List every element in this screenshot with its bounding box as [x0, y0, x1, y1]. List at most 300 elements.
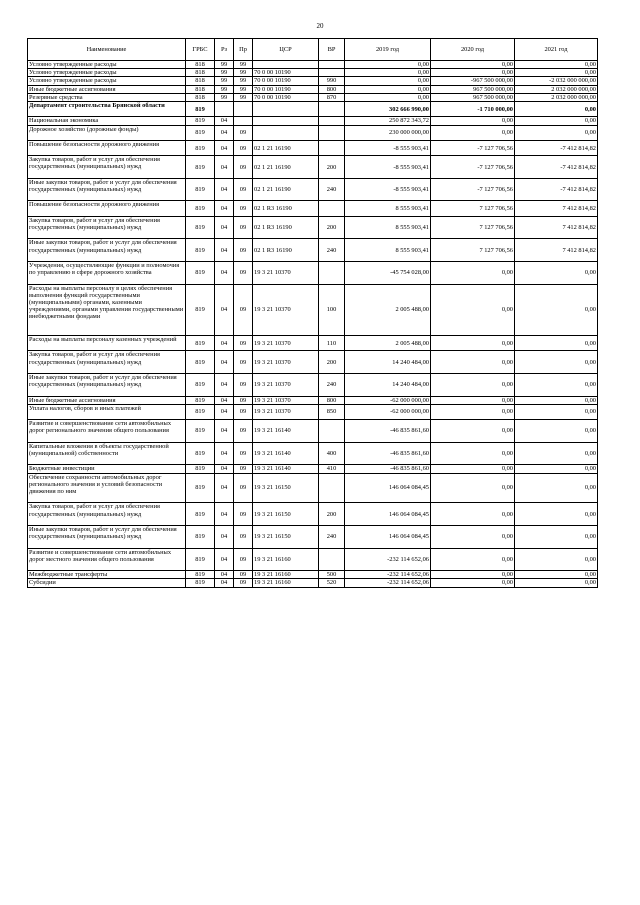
cell-2019: 0,00	[345, 69, 431, 77]
cell-2019: 0,00	[345, 61, 431, 69]
cell-2020: -1 710 000,00	[431, 101, 515, 116]
cell-rz: 04	[215, 336, 234, 351]
cell-csr: 70 0 00 10190	[253, 93, 319, 101]
cell-pr: 09	[234, 525, 253, 548]
header-rz: Рз	[215, 39, 234, 61]
table-row	[28, 101, 598, 116]
cell-2019: 2 005 488,00	[345, 284, 431, 335]
cell-2020: 0,00	[431, 548, 515, 571]
cell-rz: 04	[215, 548, 234, 571]
cell-name: Межбюджетные трансферты	[28, 571, 186, 579]
cell-2021: -7 412 814,82	[515, 178, 598, 201]
cell-pr: 99	[234, 93, 253, 101]
cell-csr: 19 3 21 16160	[253, 548, 319, 571]
cell-2020: -967 500 000,00	[431, 77, 515, 85]
table-row	[28, 93, 598, 101]
table-row	[28, 69, 598, 77]
cell-csr: 02 1 R3 16190	[253, 201, 319, 216]
cell-name: Закупка товаров, работ и услуг для обеспечения государственных (муниципальных) нужд	[28, 351, 186, 374]
cell-2021: 0,00	[515, 262, 598, 285]
cell-grbs: 818	[186, 69, 215, 77]
cell-csr: 02 1 21 16190	[253, 140, 319, 155]
cell-2020: 0,00	[431, 420, 515, 443]
cell-2019: 146 064 084,45	[345, 503, 431, 526]
cell-rz: 99	[215, 93, 234, 101]
cell-2019: 250 872 343,72	[345, 117, 431, 125]
cell-vr: 520	[319, 579, 345, 587]
table-row	[28, 404, 598, 419]
cell-grbs: 819	[186, 465, 215, 473]
cell-pr: 09	[234, 442, 253, 465]
cell-rz: 04	[215, 465, 234, 473]
cell-csr: 02 1 21 16190	[253, 156, 319, 179]
cell-2021: -7 412 814,82	[515, 140, 598, 155]
cell-grbs: 819	[186, 140, 215, 155]
header-vr: ВР	[319, 39, 345, 61]
cell-2021: 0,00	[515, 351, 598, 374]
header-name: Наименование	[28, 39, 186, 61]
budget-table	[27, 38, 598, 588]
table-row	[28, 548, 598, 571]
cell-csr: 19 3 21 16140	[253, 420, 319, 443]
cell-name: Иные закупки товаров, работ и услуг для обеспечения государственных (муниципальных) нужд	[28, 239, 186, 262]
cell-csr: 70 0 00 10190	[253, 77, 319, 85]
table-row	[28, 117, 598, 125]
cell-vr: 800	[319, 85, 345, 93]
cell-grbs: 818	[186, 61, 215, 69]
cell-pr: 09	[234, 473, 253, 503]
cell-rz: 04	[215, 140, 234, 155]
table-row	[28, 239, 598, 262]
cell-2020: 0,00	[431, 396, 515, 404]
cell-name: Национальная экономика	[28, 117, 186, 125]
cell-csr: 19 3 21 16160	[253, 571, 319, 579]
cell-2021: 0,00	[515, 548, 598, 571]
cell-csr: 19 3 21 16140	[253, 465, 319, 473]
cell-pr: 09	[234, 571, 253, 579]
cell-name: Капитальные вложения в объекты государственной (муниципальной) собственности	[28, 442, 186, 465]
cell-2020: 0,00	[431, 61, 515, 69]
cell-2020: 0,00	[431, 503, 515, 526]
cell-vr: 400	[319, 442, 345, 465]
cell-vr: 200	[319, 216, 345, 239]
cell-vr	[319, 69, 345, 77]
cell-2020: 0,00	[431, 442, 515, 465]
cell-pr: 09	[234, 579, 253, 587]
cell-pr: 99	[234, 77, 253, 85]
cell-pr: 09	[234, 351, 253, 374]
cell-rz: 04	[215, 156, 234, 179]
cell-grbs: 819	[186, 117, 215, 125]
cell-rz: 04	[215, 178, 234, 201]
cell-vr	[319, 473, 345, 503]
table-row	[28, 156, 598, 179]
cell-vr	[319, 125, 345, 140]
cell-vr: 110	[319, 336, 345, 351]
cell-name: Закупка товаров, работ и услуг для обеспечения государственных (муниципальных) нужд	[28, 156, 186, 179]
cell-csr: 19 3 21 10370	[253, 351, 319, 374]
cell-vr	[319, 548, 345, 571]
cell-grbs: 819	[186, 351, 215, 374]
cell-vr: 870	[319, 93, 345, 101]
cell-name: Дорожное хозяйство (дорожные фонды)	[28, 125, 186, 140]
cell-name: Условно утвержденные расходы	[28, 69, 186, 77]
cell-2020: 0,00	[431, 404, 515, 419]
cell-2020: 0,00	[431, 117, 515, 125]
cell-pr: 99	[234, 85, 253, 93]
cell-2019: 14 240 484,00	[345, 374, 431, 397]
cell-csr: 19 3 21 16150	[253, 503, 319, 526]
cell-pr: 09	[234, 404, 253, 419]
table-row	[28, 465, 598, 473]
cell-rz: 04	[215, 117, 234, 125]
cell-grbs: 818	[186, 93, 215, 101]
cell-grbs: 819	[186, 216, 215, 239]
cell-2021: 0,00	[515, 125, 598, 140]
table-row	[28, 571, 598, 579]
cell-csr: 19 3 21 16140	[253, 442, 319, 465]
cell-2019: 146 064 084,45	[345, 473, 431, 503]
cell-grbs: 818	[186, 85, 215, 93]
cell-pr: 09	[234, 156, 253, 179]
cell-grbs: 819	[186, 571, 215, 579]
cell-csr: 02 1 21 16190	[253, 178, 319, 201]
cell-2020: 0,00	[431, 284, 515, 335]
cell-pr: 99	[234, 61, 253, 69]
cell-2020: 0,00	[431, 525, 515, 548]
cell-vr: 850	[319, 404, 345, 419]
cell-name: Расходы на выплаты персоналу в целях обеспечения выполнения функций государственными (муниципальными) органами, казенными учреждениями, органами управления государственными внебюджетными фондами	[28, 284, 186, 335]
cell-name: Развитие и совершенствование сети автомобильных дорог местного значения общего пользования	[28, 548, 186, 571]
cell-vr: 240	[319, 525, 345, 548]
cell-2019: 146 064 084,45	[345, 525, 431, 548]
cell-pr: 09	[234, 465, 253, 473]
cell-2019: -46 835 861,60	[345, 442, 431, 465]
table-row	[28, 420, 598, 443]
cell-rz: 04	[215, 442, 234, 465]
table-row	[28, 442, 598, 465]
header-csr: ЦСР	[253, 39, 319, 61]
cell-grbs: 819	[186, 404, 215, 419]
header-2020: 2020 год	[431, 39, 515, 61]
cell-2020: 7 127 706,56	[431, 216, 515, 239]
cell-2020: 0,00	[431, 579, 515, 587]
cell-2020: 7 127 706,56	[431, 239, 515, 262]
cell-name: Иные бюджетные ассигнования	[28, 396, 186, 404]
cell-rz: 99	[215, 85, 234, 93]
cell-pr: 99	[234, 69, 253, 77]
cell-2020: 0,00	[431, 473, 515, 503]
cell-grbs: 819	[186, 262, 215, 285]
table-row	[28, 85, 598, 93]
table-row	[28, 579, 598, 587]
cell-rz: 04	[215, 374, 234, 397]
cell-vr: 800	[319, 396, 345, 404]
cell-pr: 09	[234, 420, 253, 443]
cell-grbs: 819	[186, 396, 215, 404]
cell-2019: 8 555 903,41	[345, 216, 431, 239]
cell-rz: 04	[215, 396, 234, 404]
cell-2019: -8 555 903,41	[345, 140, 431, 155]
cell-grbs: 819	[186, 156, 215, 179]
cell-rz: 04	[215, 239, 234, 262]
cell-2019: 0,00	[345, 85, 431, 93]
cell-name: Иные закупки товаров, работ и услуг для обеспечения государственных (муниципальных) нужд	[28, 374, 186, 397]
cell-name: Повышение безопасности дорожного движения	[28, 140, 186, 155]
cell-2021: 2 032 000 000,00	[515, 93, 598, 101]
cell-grbs: 819	[186, 579, 215, 587]
cell-2020: 0,00	[431, 465, 515, 473]
table-row	[28, 336, 598, 351]
cell-2019: 302 666 990,00	[345, 101, 431, 116]
cell-rz: 04	[215, 571, 234, 579]
cell-pr: 09	[234, 201, 253, 216]
cell-2021: 0,00	[515, 101, 598, 116]
cell-2019: 0,00	[345, 77, 431, 85]
cell-rz: 04	[215, 284, 234, 335]
cell-2019: -232 114 652,06	[345, 579, 431, 587]
cell-2020: 0,00	[431, 262, 515, 285]
cell-grbs: 819	[186, 548, 215, 571]
cell-csr: 19 3 21 10370	[253, 284, 319, 335]
cell-2019: -45 754 028,00	[345, 262, 431, 285]
cell-pr	[234, 117, 253, 125]
cell-rz: 99	[215, 61, 234, 69]
cell-vr: 500	[319, 571, 345, 579]
cell-vr: 240	[319, 178, 345, 201]
cell-pr: 09	[234, 178, 253, 201]
cell-2019: -232 114 652,06	[345, 571, 431, 579]
cell-csr: 19 3 21 16160	[253, 579, 319, 587]
cell-rz: 04	[215, 579, 234, 587]
table-row	[28, 525, 598, 548]
cell-2020: 967 500 000,00	[431, 93, 515, 101]
cell-pr: 09	[234, 284, 253, 335]
table-row	[28, 178, 598, 201]
cell-2020: 0,00	[431, 336, 515, 351]
cell-2019: 8 555 903,41	[345, 201, 431, 216]
cell-2019: 2 005 488,00	[345, 336, 431, 351]
table-row	[28, 262, 598, 285]
cell-csr	[253, 101, 319, 116]
cell-2019: -8 555 903,41	[345, 178, 431, 201]
cell-pr: 09	[234, 216, 253, 239]
cell-rz: 04	[215, 420, 234, 443]
header-2019: 2019 год	[345, 39, 431, 61]
cell-vr	[319, 262, 345, 285]
cell-2019: 230 000 000,00	[345, 125, 431, 140]
cell-name: Условно утвержденные расходы	[28, 61, 186, 69]
cell-rz: 99	[215, 69, 234, 77]
cell-vr: 100	[319, 284, 345, 335]
cell-csr: 19 3 21 10370	[253, 262, 319, 285]
cell-2019: 8 555 903,41	[345, 239, 431, 262]
cell-2021: 0,00	[515, 284, 598, 335]
cell-name: Учреждения, осуществляющие функции и полномочия по управлению в сфере дорожного хозяйства	[28, 262, 186, 285]
cell-rz: 04	[215, 473, 234, 503]
cell-2021: 0,00	[515, 465, 598, 473]
cell-name: Субсидии	[28, 579, 186, 587]
cell-csr: 19 3 21 10370	[253, 374, 319, 397]
cell-pr: 09	[234, 262, 253, 285]
cell-2020: 7 127 706,56	[431, 201, 515, 216]
cell-name: Развитие и совершенствование сети автомобильных дорог регионального значения общего пользования	[28, 420, 186, 443]
cell-2019: -62 000 000,00	[345, 396, 431, 404]
cell-name: Повышение безопасности дорожного движения	[28, 201, 186, 216]
cell-rz: 04	[215, 216, 234, 239]
cell-2021: 0,00	[515, 336, 598, 351]
cell-vr: 410	[319, 465, 345, 473]
cell-2021: 0,00	[515, 503, 598, 526]
cell-rz: 04	[215, 503, 234, 526]
cell-2021: 0,00	[515, 473, 598, 503]
cell-csr: 70 0 00 10190	[253, 85, 319, 93]
cell-grbs: 819	[186, 473, 215, 503]
cell-csr	[253, 117, 319, 125]
cell-2021: 0,00	[515, 396, 598, 404]
cell-name: Обеспечение сохранности автомобильных дорог регионального значения и условий безопасности движения по ним	[28, 473, 186, 503]
cell-name: Закупка товаров, работ и услуг для обеспечения государственных (муниципальных) нужд	[28, 216, 186, 239]
table-row	[28, 61, 598, 69]
cell-csr: 19 3 21 10370	[253, 404, 319, 419]
cell-name: Департамент строительства Брянской области	[28, 101, 186, 116]
cell-2021: 0,00	[515, 61, 598, 69]
cell-csr: 19 3 21 16150	[253, 473, 319, 503]
cell-vr	[319, 61, 345, 69]
cell-2020: 0,00	[431, 351, 515, 374]
cell-2019: -62 000 000,00	[345, 404, 431, 419]
cell-2021: 2 032 000 000,00	[515, 85, 598, 93]
cell-csr	[253, 61, 319, 69]
cell-2021: 7 412 814,82	[515, 201, 598, 216]
cell-name: Бюджетные инвестиции	[28, 465, 186, 473]
cell-pr: 09	[234, 503, 253, 526]
cell-2019: -232 114 652,06	[345, 548, 431, 571]
cell-name: Иные закупки товаров, работ и услуг для обеспечения государственных (муниципальных) нужд	[28, 178, 186, 201]
cell-csr: 02 1 R3 16190	[253, 216, 319, 239]
cell-rz: 04	[215, 125, 234, 140]
cell-pr: 09	[234, 140, 253, 155]
cell-pr: 09	[234, 396, 253, 404]
cell-name: Условно утвержденные расходы	[28, 77, 186, 85]
cell-csr: 19 3 21 16150	[253, 525, 319, 548]
cell-2021: 0,00	[515, 117, 598, 125]
cell-2021: 0,00	[515, 571, 598, 579]
cell-name: Уплата налогов, сборов и иных платежей	[28, 404, 186, 419]
cell-2021: 0,00	[515, 404, 598, 419]
cell-name: Резервные средства	[28, 93, 186, 101]
cell-grbs: 819	[186, 420, 215, 443]
cell-rz	[215, 101, 234, 116]
cell-name: Иные закупки товаров, работ и услуг для обеспечения государственных (муниципальных) нужд	[28, 525, 186, 548]
cell-pr: 09	[234, 548, 253, 571]
page-number: 20	[316, 22, 324, 30]
cell-2021: 0,00	[515, 579, 598, 587]
cell-pr	[234, 101, 253, 116]
cell-2020: 0,00	[431, 374, 515, 397]
cell-grbs: 819	[186, 336, 215, 351]
cell-grbs: 819	[186, 374, 215, 397]
cell-grbs: 819	[186, 178, 215, 201]
cell-2019: -8 555 903,41	[345, 156, 431, 179]
cell-2020: 0,00	[431, 69, 515, 77]
table-row	[28, 473, 598, 503]
cell-vr: 240	[319, 374, 345, 397]
cell-grbs: 819	[186, 201, 215, 216]
cell-2019: 0,00	[345, 93, 431, 101]
cell-name: Иные бюджетные ассигнования	[28, 85, 186, 93]
cell-grbs: 819	[186, 442, 215, 465]
cell-pr: 09	[234, 239, 253, 262]
cell-rz: 99	[215, 77, 234, 85]
cell-csr	[253, 125, 319, 140]
cell-name: Закупка товаров, работ и услуг для обеспечения государственных (муниципальных) нужд	[28, 503, 186, 526]
cell-vr	[319, 117, 345, 125]
table-row	[28, 77, 598, 85]
cell-2021: -2 032 000 000,00	[515, 77, 598, 85]
table-row	[28, 503, 598, 526]
cell-2021: 0,00	[515, 374, 598, 397]
cell-grbs: 819	[186, 284, 215, 335]
cell-rz: 04	[215, 351, 234, 374]
table-row	[28, 216, 598, 239]
cell-name: Расходы на выплаты персоналу казенных учреждений	[28, 336, 186, 351]
table-body	[28, 61, 598, 588]
table-row	[28, 284, 598, 335]
cell-vr	[319, 201, 345, 216]
cell-grbs: 819	[186, 503, 215, 526]
cell-vr: 200	[319, 156, 345, 179]
header-grbs: ГРБС	[186, 39, 215, 61]
table-row	[28, 396, 598, 404]
table-row	[28, 140, 598, 155]
header-pr: Пр	[234, 39, 253, 61]
cell-vr	[319, 140, 345, 155]
cell-2021: 7 412 814,82	[515, 216, 598, 239]
cell-2021: 0,00	[515, 69, 598, 77]
cell-rz: 04	[215, 525, 234, 548]
cell-2020: 0,00	[431, 125, 515, 140]
header-2021: 2021 год	[515, 39, 598, 61]
cell-vr: 990	[319, 77, 345, 85]
cell-vr	[319, 420, 345, 443]
table-row	[28, 125, 598, 140]
cell-grbs: 819	[186, 101, 215, 116]
cell-2021: 7 412 814,82	[515, 239, 598, 262]
cell-grbs: 819	[186, 125, 215, 140]
cell-vr: 200	[319, 351, 345, 374]
table-row	[28, 374, 598, 397]
cell-2020: -7 127 706,56	[431, 178, 515, 201]
cell-2021: 0,00	[515, 420, 598, 443]
table-row	[28, 351, 598, 374]
cell-pr: 09	[234, 125, 253, 140]
cell-rz: 04	[215, 404, 234, 419]
cell-2019: -46 835 861,60	[345, 420, 431, 443]
cell-grbs: 819	[186, 239, 215, 262]
cell-vr: 200	[319, 503, 345, 526]
cell-vr: 240	[319, 239, 345, 262]
cell-csr: 02 1 R3 16190	[253, 239, 319, 262]
cell-2021: -7 412 814,82	[515, 156, 598, 179]
cell-2020: -7 127 706,56	[431, 156, 515, 179]
cell-vr	[319, 101, 345, 116]
cell-csr: 70 0 00 10190	[253, 69, 319, 77]
cell-pr: 09	[234, 374, 253, 397]
cell-2019: -46 835 861,60	[345, 465, 431, 473]
cell-2020: -7 127 706,56	[431, 140, 515, 155]
cell-2021: 0,00	[515, 525, 598, 548]
